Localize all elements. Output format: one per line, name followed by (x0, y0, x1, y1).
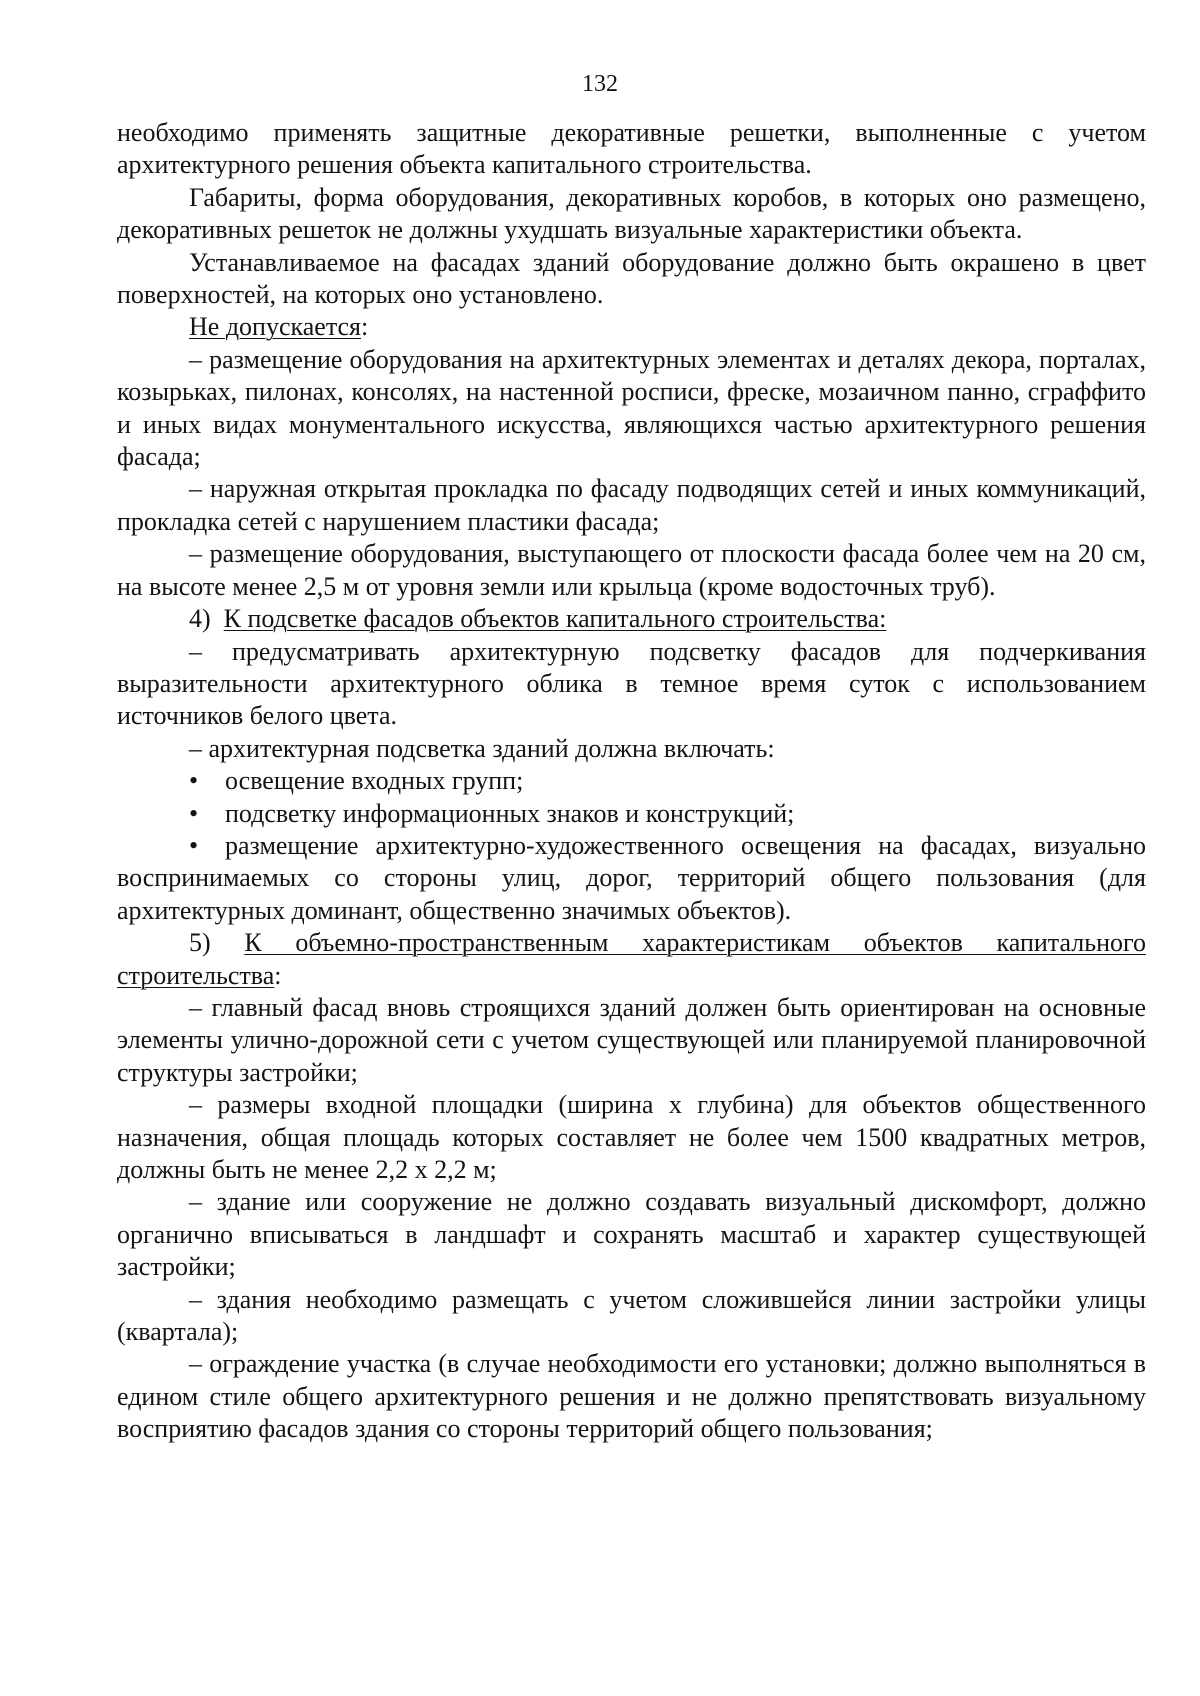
section-heading-5 (117, 927, 1146, 992)
bullet-icon: • (189, 766, 199, 796)
paragraph: Устанавливаемое на фасадах зданий оборудование должно быть окрашено в цвет поверхностей, на которых оно установлено. (117, 247, 1146, 310)
list-item: – размещение оборудования, выступающего от плоскости фасада более чем на 20 см, на высоте менее 2,5 м от уровня земли или крыльца (кроме водосточных труб). (117, 539, 1146, 601)
page-number: 132 (582, 71, 618, 97)
heading-text: К подсветке фасадов объектов капитального строительства: (223, 604, 887, 634)
list-item: – здания необходимо размещать с учетом сложившейся линии застройки улицы (квартала); (117, 1284, 1146, 1347)
bullet-item (117, 798, 1146, 830)
paragraph: Габариты, форма оборудования, декоративных коробов, в которых оно размещено, декоративных решеток не должны ухудшать визуальные характеристики объекта. (117, 182, 1146, 245)
heading-text: К объемно-пространственным характеристикам объектов капитального строительства (117, 928, 1147, 990)
section-number: 5) (189, 928, 211, 958)
list-item: – здание или сооружение не должно создавать визуальный дискомфорт, должно органично вписываться в ландшафт и сохранять масштаб и характер существующей застройки; (117, 1187, 1146, 1282)
bullet-text: подсветку информационных знаков и конструкций; (225, 798, 795, 828)
list-item: – главный фасад вновь строящихся зданий должен быть ориентирован на основные элементы улично-дорожной сети с учетом существующей или планируемой планировочной структуры застройки; (117, 992, 1146, 1087)
bullet-icon: • (189, 830, 199, 860)
heading-colon: : (274, 960, 282, 990)
bullet-text: размещение архитектурно-художественного освещения на фасадах, визуально воспринимаемых со стороны улиц, дорог, территорий общего пользования (для архитектурных доминант, общественно значимых объектов). (117, 830, 1146, 925)
section-number: 4) (189, 604, 211, 634)
list-item: – наружная открытая прокладка по фасаду подводящих сетей и иных коммуникаций, прокладка сетей с нарушением пластики фасада; (117, 474, 1146, 536)
heading-colon: : (361, 312, 369, 342)
list-item: – ограждение участка (в случае необходимости его установки; должно выполняться в едином стиле общего архитектурного решения и не должно препятствовать визуальному восприятию фасадов здания со стороны территорий общего пользования; (117, 1349, 1146, 1444)
bullet-text: освещение входных групп; (225, 766, 524, 796)
list-item: – предусматривать архитектурную подсветку фасадов для подчеркивания выразительности архитектурного облика в темное время суток с использованием источников белого цвета. (117, 636, 1146, 731)
paragraph: необходимо применять защитные декоративные решетки, выполненные с учетом архитектурного решения объекта капитального строительства. (117, 118, 1146, 180)
bullet-icon: • (189, 798, 199, 828)
bullet-item (117, 765, 1146, 797)
bullet-item (117, 830, 1146, 927)
document-body (117, 117, 1146, 1446)
heading-text: Не допускается (189, 312, 361, 342)
list-item: – размещение оборудования на архитектурных элементах и деталях декора, порталах, козырьках, пилонах, консолях, на настенной росписи, фреске, мозаичном панно, сграффито и иных видах монументального искусства, являющихся частью архитектурного решения фасада; (117, 344, 1146, 472)
list-item: – архитектурная подсветка зданий должна включать: (189, 733, 775, 763)
section-heading-4 (117, 603, 1146, 635)
section-heading-not-allowed (117, 311, 1146, 343)
list-item: – размеры входной площадки (ширина х глубина) для объектов общественного назначения, общая площадь которых составляет не более чем 1500 квадратных метров, должны быть не менее 2,2 х 2,2 м; (117, 1090, 1146, 1184)
